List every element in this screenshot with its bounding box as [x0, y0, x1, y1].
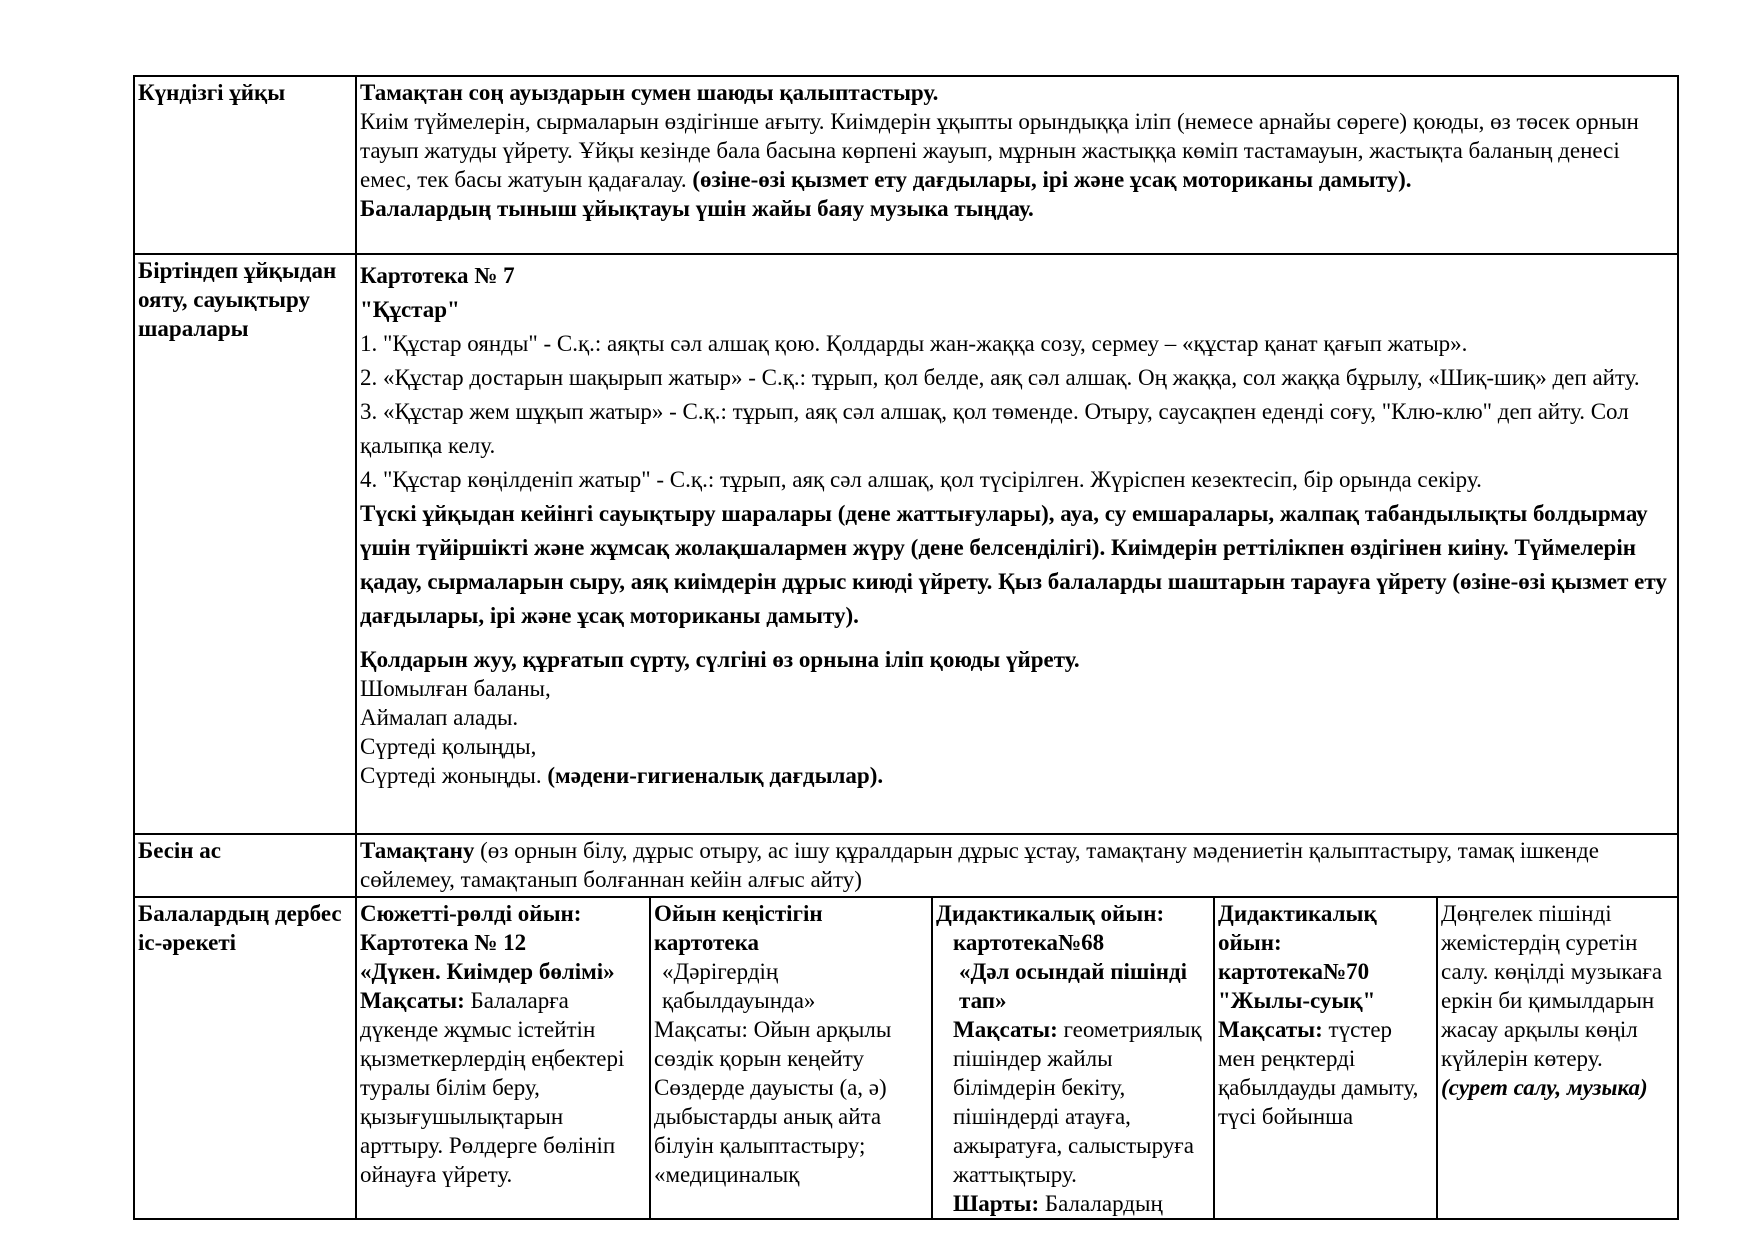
c3-goal	[953, 1015, 1211, 1189]
row-label-wake: Біртіндеп ұйқыдан ояту, сауықтыру шаралары	[134, 254, 356, 834]
activity-col-2	[650, 897, 932, 1219]
row-nap	[134, 76, 1678, 254]
activity-col-3	[932, 897, 1214, 1219]
activity-col-5	[1437, 897, 1678, 1219]
wake-item: 1. "Құстар оянды" - С.қ.: аяқты сәл алшақ қою. Қолдарды жан-жаққа созу, сермеу – «құстар қанат қағып жатыр».	[360, 331, 1468, 356]
nap-line-2-bold: (өзіне-өзі қызмет ету дағдылары, ірі және ұсақ моториканы дамыту).	[692, 167, 1412, 192]
nap-line-2-text: Киім түймелерін, сырмаларын өздігінше ағыту. Киімдерін ұқыпты орындыққа іліп (немесе арнайы сөреге) қоюды, өз төсек орнын тауып жатуды үйрету. Ұйқы кезінде бала басына көрпені жауып, мұрнын жастыққа көміп тастамауын, жастықта баланың денесі емес, тек басы жатуын қадағалау.	[360, 109, 1639, 192]
c1-heading-1: Сюжетті-рөлді ойын:	[360, 901, 582, 926]
c1-goal-text: Балаларға дүкенде жұмыс істейтін қызметкерлердің еңбектері туралы білім беру, қызығушылықтарын арттыру. Рөлдерге бөлініп ойнауға үйрету.	[360, 988, 625, 1187]
wake-content	[356, 254, 1678, 834]
c1-goal	[360, 986, 647, 1189]
c3-goal-label: Мақсаты:	[953, 1017, 1058, 1042]
c3-rule-label: Шарты:	[953, 1191, 1040, 1216]
snack-bold: Тамақтану	[360, 838, 475, 863]
c3-goal-text: геометриялық пішіндер жайлы білімдерін бекіту, пішіндерді атауға, ажыратуға, салыстыруға жаттықтыру.	[953, 1017, 1202, 1187]
row-activity	[134, 897, 1678, 1219]
poem-line: Сүртеді жоныңды.	[360, 763, 542, 788]
c2-text: Мақсаты: Ойын арқылы сөздік қорын кеңейту Сөздерде дауысты (а, ә) дыбыстарды анық айта білуін қалыптастыру; «медициналық	[654, 1017, 892, 1187]
poem-line: Сүртеді қолыңды,	[360, 734, 537, 759]
poem-line: Аймалап алады.	[360, 705, 519, 730]
nap-content	[356, 76, 1678, 254]
c4-goal-label: Мақсаты:	[1218, 1017, 1323, 1042]
activity-col-1	[356, 897, 650, 1219]
poem-line-last	[360, 761, 1675, 790]
c3-rule-text: Балалардың	[1044, 1191, 1163, 1216]
c3-heading-1: Дидактикалық ойын:	[936, 901, 1165, 926]
wake-title: "Құстар"	[360, 297, 460, 322]
poem-line: Шомылған баланы,	[360, 676, 551, 701]
nap-line-1: Тамақтан соң ауыздарын сумен шаюды қалыптастыру.	[360, 80, 939, 105]
nap-line-3: Балалардың тыныш ұйықтауы үшін жайы баяу музыка тыңдау.	[360, 196, 1034, 221]
wash-title: Қолдарын жуу, құрғатып сүрту, сүлгіні өз орнына іліп қоюды үйрету.	[360, 647, 1080, 672]
wake-item: 3. «Құстар жем шұқып жатыр» - С.қ.: тұрып, аяқ сәл алшақ, қол төменде. Отыру, саусақпен еденді соғу, "Клю-клю" деп айту. Сол қалыпқа келу.	[360, 399, 1629, 458]
wake-bold-paragraph: Түскі ұйқыдан кейінгі сауықтыру шаралары (дене жаттығулары), ауа, су емшаралары, жалпақ табандылықты болдырмау үшін түйіршікті және жұмсақ жолақшалармен жүру (дене белсенділігі). Киімдерін реттілікпен өздігінен киіну. Түймелерін қадау, сырмаларын сыру, аяқ киімдерін дұрыс киюді үйрету. Қыз балаларды шаштарын тарауға үйрету (өзіне-өзі қызмет ету дағдылары, ірі және ұсақ моториканы дамыту).	[360, 501, 1667, 628]
nap-line-2	[360, 107, 1675, 194]
c2-heading: Ойын кеңістігін картотека	[654, 901, 823, 955]
activity-col-4	[1214, 897, 1437, 1219]
poem-tail: (мәдени-гигиеналық дағдылар).	[547, 763, 884, 788]
c3-rule	[953, 1189, 1211, 1218]
wake-card: Картотека № 7	[360, 263, 515, 288]
c4-goal-text: түстер мен реңктерді қабылдауды дамыту, түсі бойынша	[1218, 1017, 1419, 1129]
c4-heading-3: "Жылы-суық"	[1218, 988, 1376, 1013]
row-snack	[134, 834, 1678, 897]
c4-heading-2: картотека№70	[1218, 959, 1370, 984]
row-label-activity: Балалардың дербес іс-әрекеті	[134, 897, 356, 1219]
c5-tail: (сурет салу, музыка)	[1441, 1075, 1648, 1100]
c4-heading-1: Дидактикалық ойын:	[1218, 901, 1377, 955]
c1-heading-3: «Дүкен. Киімдер бөлімі»	[360, 959, 615, 984]
wake-item: 4. "Құстар көңілденіп жатыр" - С.қ.: тұрып, аяқ сәл алшақ, қол түсірілген. Жүріспен кезектесіп, бір орында секіру.	[360, 467, 1482, 492]
row-label-nap: Күндізгі ұйқы	[134, 76, 356, 254]
c3-heading-3: «Дәл осындай пішінді тап»	[959, 959, 1187, 1013]
c1-goal-label: Мақсаты:	[360, 988, 465, 1013]
daily-plan-table	[133, 75, 1679, 1220]
snack-content	[356, 834, 1678, 897]
c5-text: Дөңгелек пішінді жемістердің суретін салу. көңілді музыкаға еркін би қимылдарын жасау арқылы көңіл күйлерін көтеру.	[1441, 901, 1663, 1071]
row-label-snack: Бесін ас	[134, 834, 356, 897]
c2-game-name: «Дәрігердің қабылдауында»	[662, 959, 816, 1013]
wake-item: 2. «Құстар достарын шақырып жатыр» - С.қ.: тұрып, қол белде, аяқ сәл алшақ. Оң жаққа, сол жаққа бұрылу, «Шиқ-шиқ» деп айту.	[360, 365, 1640, 390]
c3-heading-2: картотека№68	[953, 930, 1105, 955]
snack-text: (өз орнын білу, дұрыс отыру, ас ішу құралдарын дұрыс ұстау, тамақтану мәдениетін қалыптастыру, тамақ ішкенде сөйлемеу, тамақтанып болғаннан кейін алғыс айту)	[360, 838, 1599, 892]
c1-heading-2: Картотека № 12	[360, 930, 527, 955]
c4-goal	[1218, 1015, 1434, 1131]
row-wake	[134, 254, 1678, 834]
